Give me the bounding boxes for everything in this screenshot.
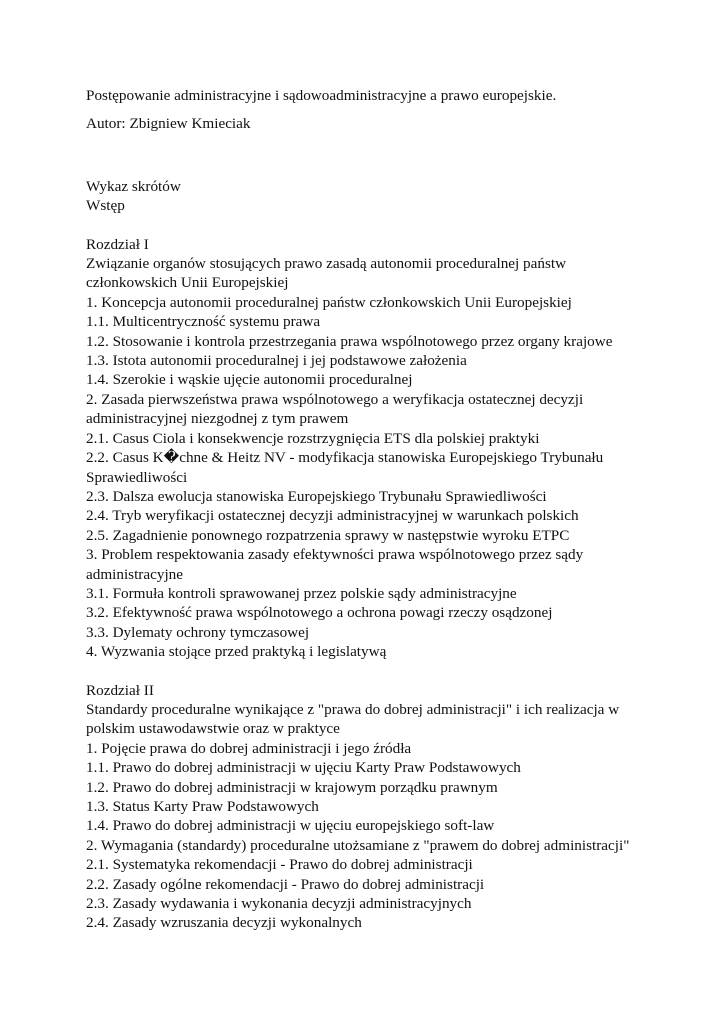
- toc-line: 2.1. Casus Ciola i konsekwencje rozstrzygnięcia ETS dla polskiej praktyki: [86, 429, 540, 447]
- toc-line: 2.3. Zasady wydawania i wykonania decyzji administracyjnych: [86, 895, 472, 913]
- chapter-2: [86, 681, 646, 933]
- toc-line: 1.1. Prawo do dobrej administracji w ujęciu Karty Praw Podstawowych: [86, 759, 521, 777]
- toc-line: 2.5. Zagadnienie ponownego rozpatrzenia sprawy w następstwie wyroku ETPC: [86, 526, 570, 544]
- toc-line: 1.4. Szerokie i wąskie ujęcie autonomii proceduralnej: [86, 371, 413, 389]
- toc-line: 2.3. Dalsza ewolucja stanowiska Europejskiego Trybunału Sprawiedliwości: [86, 487, 547, 505]
- toc-line: 1.3. Istota autonomii proceduralnej i jej podstawowe założenia: [86, 352, 467, 370]
- author-block: [86, 114, 646, 133]
- chapter-1-heading: Rozdział I: [86, 235, 149, 253]
- toc-entry-abbreviations: Wykaz skrótów: [86, 177, 181, 195]
- toc-line: 1.2. Prawo do dobrej administracji w krajowym porządku prawnym: [86, 778, 498, 796]
- toc-line: 2.4. Tryb weryfikacji ostatecznej decyzji administracyjnej w warunkach polskich: [86, 507, 579, 525]
- chapter-2-heading: Rozdział II: [86, 681, 154, 699]
- toc-line: administracyjne: [86, 565, 183, 583]
- toc-line: 1.3. Status Karty Praw Podstawowych: [86, 798, 319, 815]
- toc-line: 1.2. Stosowanie i kontrola przestrzegania prawa wspólnotowego przez organy krajowe: [86, 332, 613, 350]
- toc-line: 1. Pojęcie prawa do dobrej administracji i jego źródła: [86, 739, 412, 757]
- document-author: Autor: Zbigniew Kmieciak: [86, 115, 251, 133]
- toc-line: 3.2. Efektywność prawa wspólnotowego a ochrona powagi rzeczy osądzonej: [86, 604, 553, 622]
- toc-line: administracyjnej niezgodnej z tym prawem: [86, 410, 349, 428]
- toc-line: 2.2. Zasady ogólne rekomendacji - Prawo do dobrej administracji: [86, 875, 485, 893]
- toc-line: 1. Koncepcja autonomii proceduralnej państw członkowskich Unii Europejskiej: [86, 293, 572, 311]
- toc-line: 3.3. Dylematy ochrony tymczasowej: [86, 623, 310, 641]
- toc-line: członkowskich Unii Europejskiej: [86, 274, 289, 292]
- toc-line: 2.2. Casus K�chne & Heitz NV - modyfikacja stanowiska Europejskiego Trybunału: [86, 449, 604, 467]
- toc-line: 1.1. Multicentryczność systemu prawa: [86, 313, 321, 331]
- front-matter: [86, 177, 646, 216]
- toc-line: 2.4. Zasady wzruszania decyzji wykonalnych: [86, 914, 362, 932]
- toc-line: 3.1. Formuła kontroli sprawowanej przez polskie sądy administracyjne: [86, 584, 517, 602]
- title-block: [86, 86, 646, 105]
- toc-line: Sprawiedliwości: [86, 468, 188, 486]
- toc-line: polskim ustawodawstwie oraz w praktyce: [86, 720, 340, 738]
- toc-entry-introduction: Wstęp: [86, 197, 125, 215]
- document-page: [86, 86, 646, 952]
- toc-line: 3. Problem respektowania zasady efektywności prawa wspólnotowego przez sądy: [86, 546, 584, 564]
- toc-line: 4. Wyzwania stojące przed praktyką i legislatywą: [86, 643, 387, 661]
- toc-line: Związanie organów stosujących prawo zasadą autonomii proceduralnej państw: [86, 255, 567, 273]
- chapter-1: [86, 235, 646, 662]
- toc-line: 2. Zasada pierwszeństwa prawa wspólnotowego a weryfikacja ostatecznej decyzji: [86, 390, 584, 408]
- toc-line: 2. Wymagania (standardy) proceduralne utożsamiane z "prawem do dobrej administracji": [86, 836, 630, 854]
- document-title: Postępowanie administracyjne i sądowoadministracyjne a prawo europejskie.: [86, 87, 557, 104]
- toc-line: 1.4. Prawo do dobrej administracji w ujęciu europejskiego soft-law: [86, 817, 495, 835]
- toc-line: 2.1. Systematyka rekomendacji - Prawo do dobrej administracji: [86, 856, 473, 874]
- toc-line: Standardy proceduralne wynikające z "prawa do dobrej administracji" i ich realizacja w: [86, 700, 620, 718]
